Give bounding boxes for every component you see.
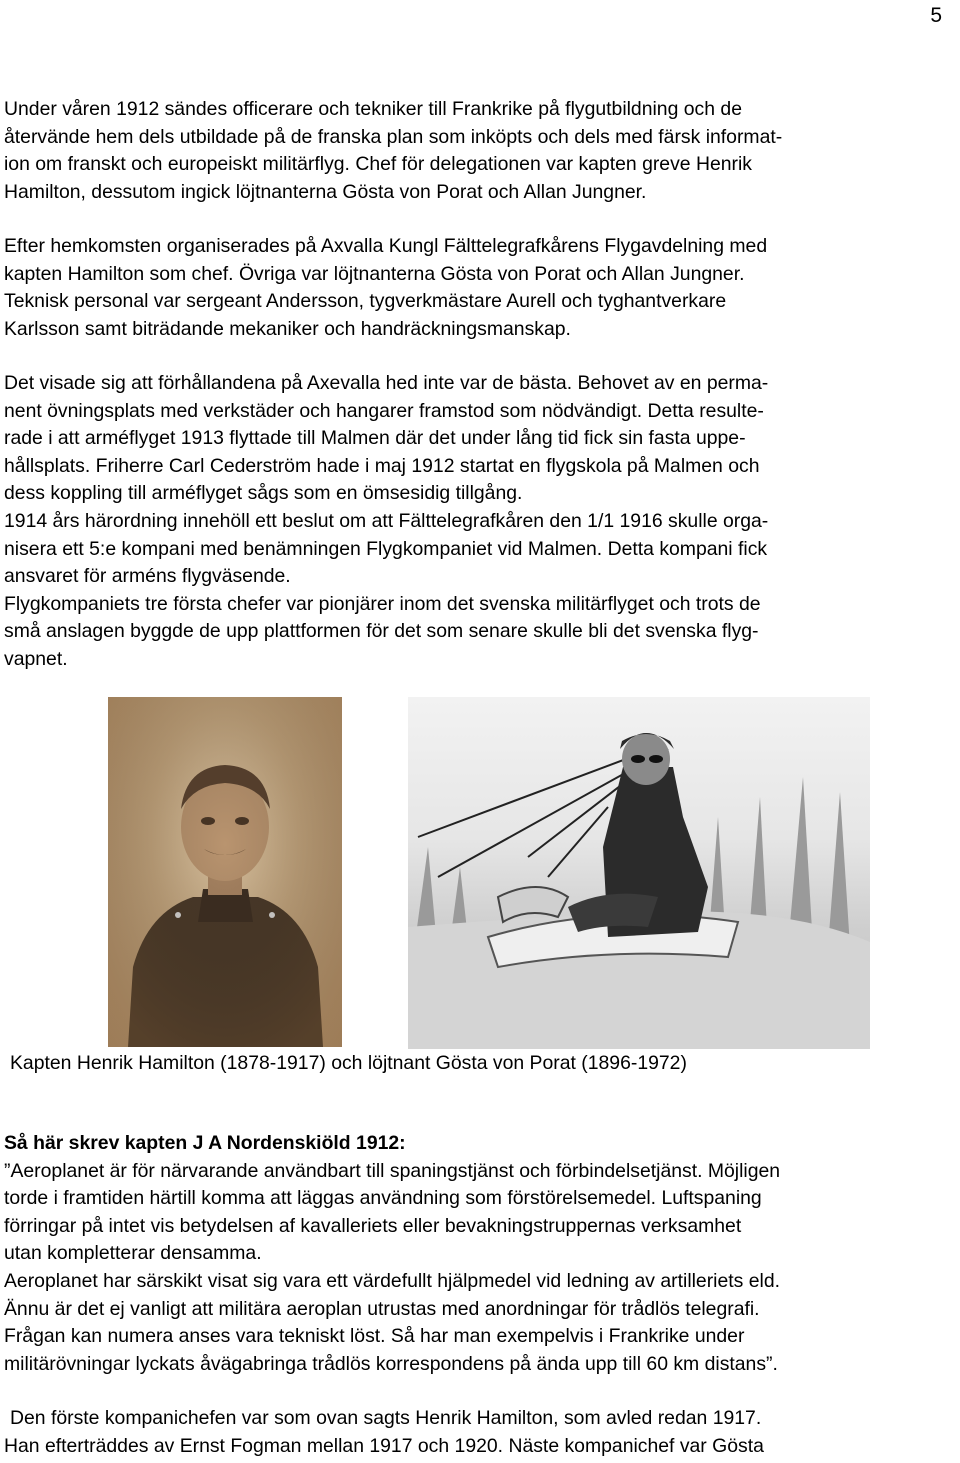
quote-line: Ännu är det ej vanligt att militära aeroplan utrustas med anordningar för trådlös telegrafi. [4,1297,760,1320]
quote-line: utan kompletterar densamma. [4,1242,262,1265]
text-line: ansvaret för arméns flygväsende. [4,565,291,588]
text-line: små anslagen byggde de upp plattformen för det som senare skulle bli det svenska flyg- [4,620,759,643]
text-line: Efter hemkomsten organiserades på Axvalla Kungl Fälttelegrafkårens Flygavdelning med [4,235,768,257]
quote-line: torde i framtiden härtill komma att läggas användning som förstörelsemedel. Luftspaning [4,1187,762,1210]
quote-heading: Så här skrev kapten J A Nordenskiöld 1912: [4,1132,406,1154]
photo-caption: Kapten Henrik Hamilton (1878-1917) och löjtnant Gösta von Porat (1896-1972) [10,1052,687,1074]
quote-section [4,1130,956,1378]
quote-line: Frågan kan numera anses vara tekniskt löst. Så har man exempelvis i Frankrike under [4,1325,745,1348]
text-line: Hamilton, dessutom ingick löjtnanterna Gösta von Porat och Allan Jungner. [4,180,647,203]
paragraph-malmen [4,370,956,674]
text-line: Flygkompaniets tre första chefer var pionjärer inom det svenska militärflyget och trots de [4,592,761,615]
quote-line: militärövningar lyckats åvägabringa trådlös korrespondens på ända upp till 60 km distans”. [4,1352,778,1375]
quote-line: ”Aeroplanet är för närvarande användbart till spaningstjänst och förbindelsetjänst. Möjligen [4,1159,781,1182]
portrait-photo-hamilton [108,697,342,1047]
text-line: Han efterträddes av Ernst Fogman mellan 1917 och 1920. Näste kompanichef var Gösta [4,1434,764,1457]
text-line: 1914 års härordning innehöll ett beslut om att Fälttelegrafkåren den 1/1 1916 skulle orga- [4,509,769,532]
paragraph-delegation [4,96,956,206]
portrait-illustration [108,697,342,1047]
photo-von-porat-airplane [408,697,870,1049]
text-line: Karlsson samt biträdande mekaniker och handräckningsmanskap. [4,317,571,340]
text-line: Det visade sig att förhållandena på Axevalla hed inte var de bästa. Behovet av en perma- [4,372,769,394]
text-line: hållsplats. Friherre Carl Cederström hade i maj 1912 startat en flygskola på Malmen och [4,454,760,477]
text-line: ion om franskt och europeiskt militärflyg. Chef för delegationen var kapten greve Henrik [4,153,752,176]
text-line: Teknisk personal var sergeant Andersson, tygverkmästare Aurell och tyghantverkare [4,290,727,313]
page-number: 5 [930,4,942,27]
text-line: återvände hem dels utbildade på de franska plan som inköpts och dels med färsk informat- [4,125,783,148]
paragraph-organisation [4,233,956,343]
text-line: nent övningsplats med verkstäder och hangarer framstod som nödvändigt. Detta resulte- [4,399,764,422]
paragraph-company-chiefs [4,1405,960,1460]
text-line: nisera ett 5:e kompani med benämningen Flygkompaniet vid Malmen. Detta kompani fick [4,537,768,560]
airplane-illustration [408,697,870,1049]
text-line: vapnet. [4,647,68,670]
quote-line: Aeroplanet har särskikt visat sig vara ett värdefullt hjälpmedel vid ledning av artilleriets eld. [4,1269,781,1292]
text-line: kapten Hamilton som chef. Övriga var löjtnanterna Gösta von Porat och Allan Jungner. [4,262,745,285]
text-line: Den förste kompanichefen var som ovan sagts Henrik Hamilton, som avled redan 1917. [10,1407,762,1429]
text-line: Under våren 1912 sändes officerare och tekniker till Frankrike på flygutbildning och de [4,98,742,120]
quote-line: förringar på intet vis betydelsen af kavalleriets eller bevakningstruppernas verksamhet [4,1214,742,1237]
text-line: rade i att arméflyget 1913 flyttade till Malmen där det under lång tid fick sin fasta uppe- [4,427,746,450]
text-line: dess koppling till arméflyget sågs som en ömsesidig tillgång. [4,482,523,505]
